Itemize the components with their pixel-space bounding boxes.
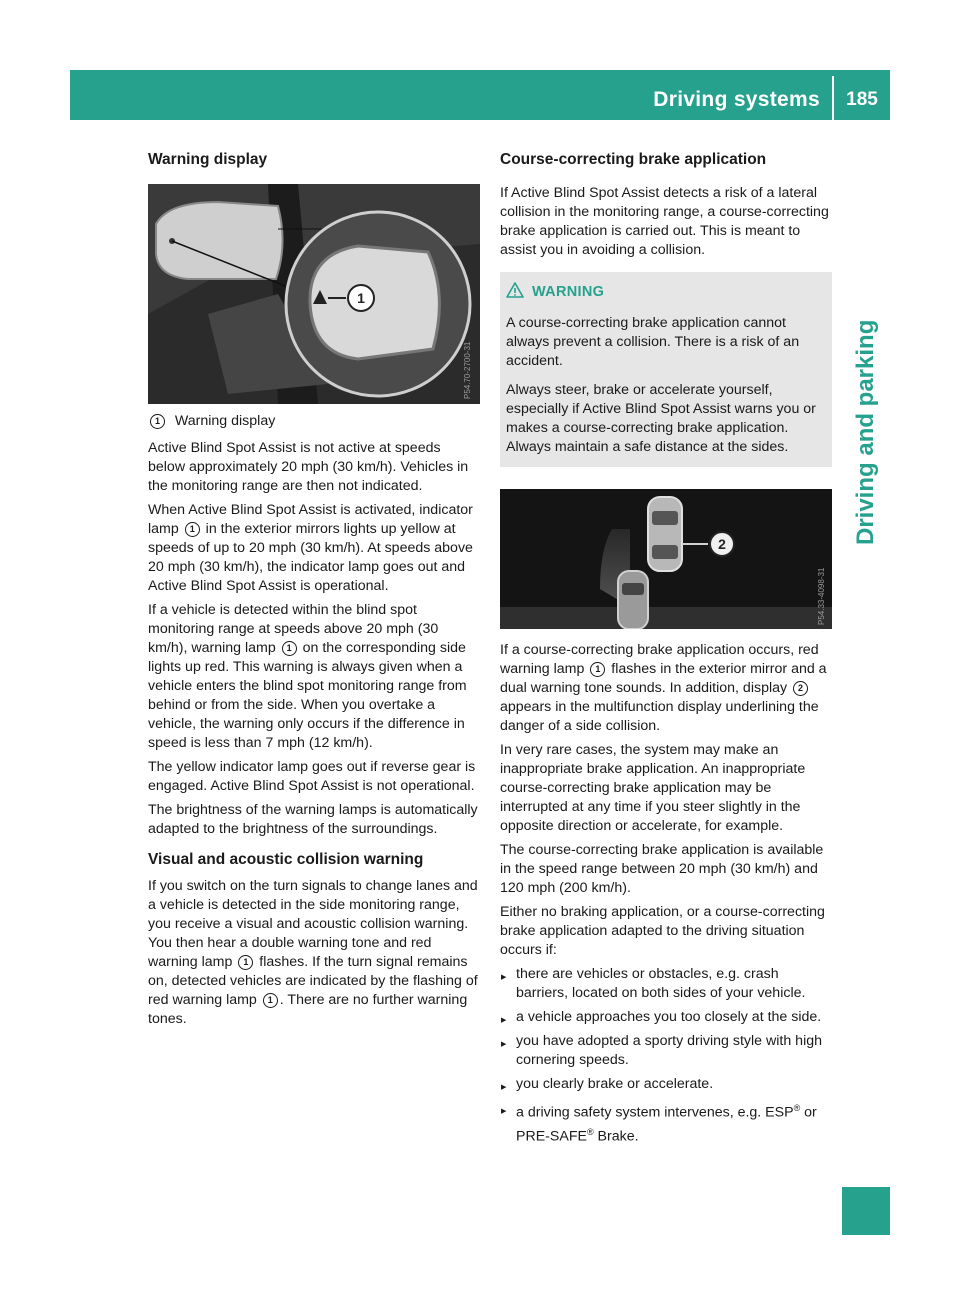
paragraph: The yellow indicator lamp goes out if reverse gear is engaged. Active Blind Spot Assist is not operational.: [148, 759, 476, 794]
paragraph: When Active Blind Spot Assist is activated, indicator lamp 1 in the exterior mirrors lights up yellow at speeds of up to 20 mph (30 km/h). At speeds above 20 mph (30 km/h), the indicator lamp goes out and Active Blind Spot Assist is operational.: [148, 502, 473, 594]
multifunction-display-illustration: [500, 489, 832, 629]
display-figure: [500, 489, 832, 629]
paragraph: If you switch on the turn signals to change lanes and a vehicle is detected in the side monitoring range, you receive a visual and acoustic collision warning. You then hear a double warning tone and red warning lamp 1 flashes. If the turn signal remains on, detected vehicles are indicated by the flashing of red warning lamp 1 . There are no further warning tones.: [148, 878, 478, 1027]
paragraph: The course-correcting brake application is available in the speed range between 20 mph (30 km/h) and 120 mph (200 km/h).: [500, 842, 824, 896]
mirror-illustration: [148, 184, 480, 404]
list-item: ▶ there are vehicles or obstacles, e.g. crash barriers, located on both sides of your vehicle.: [500, 965, 832, 1003]
figure1-caption: 1 Warning display: [148, 412, 480, 431]
callout-2: 2: [793, 681, 808, 696]
callout-1: 1: [185, 522, 200, 537]
callout-1: 1: [590, 662, 605, 677]
list-item: ▶ a vehicle approaches you too closely at the side.: [500, 1008, 832, 1027]
left-column: [148, 150, 480, 1034]
warning-text: A course-correcting brake application cannot always prevent a collision. There is a risk of an accident.: [506, 315, 800, 369]
paragraph: Active Blind Spot Assist is not active at speeds below approximately 20 mph (30 km/h). Vehicles in the monitoring range are then not indicated.: [148, 440, 469, 494]
figure2-code: P54.33-4098-31: [817, 567, 826, 625]
warning-box: [500, 272, 832, 467]
header-title: Driving systems: [653, 88, 820, 111]
paragraph: If Active Blind Spot Assist detects a risk of a lateral collision in the monitoring range, a course-correcting brake application is carried out. This is meant to assist you in avoiding a collision.: [500, 185, 829, 258]
side-tab: [842, 310, 890, 545]
warning-triangle-icon: [506, 282, 524, 298]
list-item: ▶ you clearly brake or accelerate.: [500, 1075, 832, 1094]
callout-1: 1: [263, 993, 278, 1008]
paragraph: Either no braking application, or a course-correcting brake application adapted to the driving situation occurs if:: [500, 904, 825, 958]
paragraph: The brightness of the warning lamps is automatically adapted to the brightness of the surroundings.: [148, 802, 478, 837]
side-marker: [842, 1187, 890, 1235]
paragraph: In very rare cases, the system may make an inappropriate brake application. An inappropriate course-correcting brake application may be interrupted at any time if you steer slightly in the opposite direction or accelerate, for example.: [500, 742, 806, 834]
side-tab-label: Driving and parking: [852, 319, 879, 545]
right-column: [500, 150, 832, 1151]
paragraph: If a course-correcting brake application occurs, red warning lamp 1 flashes in the exterior mirror and a dual warning tone sounds. In addition, display 2 appears in the multifunction display underlining the danger of a side collision.: [500, 642, 827, 734]
callout-1: 1: [238, 955, 253, 970]
figure1-code: P54.70-2700-31: [463, 341, 472, 399]
visual-warning-heading: Visual and acoustic collision warning: [148, 851, 424, 868]
paragraph: If a vehicle is detected within the blind spot monitoring range at speeds above 20 mph (30 km/h), warning lamp 1 on the corresponding side lights up red. This warning is always given when a vehicle enters the blind spot monitoring range from behind or from the side. When you overtake a vehicle, the warning only occurs if the difference in speed is less than 7 mph (12 km/h).: [148, 602, 467, 751]
header-bar: [70, 70, 890, 120]
conditions-list: [500, 965, 832, 1146]
warning-title: WARNING: [506, 282, 826, 302]
course-correcting-heading: Course-correcting brake application: [500, 151, 767, 168]
warning-text: Always steer, brake or accelerate yourself, especially if Active Blind Spot Assist warns you or makes a course-correcting brake application. Always maintain a safe distance at the sides.: [506, 382, 816, 455]
mirror-figure: [148, 184, 480, 404]
figure2-callout: 2: [718, 536, 726, 552]
warning-display-heading: Warning display: [148, 151, 268, 168]
callout-1: 1: [150, 414, 165, 429]
figure1-callout: 1: [357, 290, 365, 306]
list-item: ▶ a driving safety system intervenes, e.g. ESP® or PRE-SAFE® Brake.: [500, 1099, 832, 1146]
page-number: 185: [846, 89, 878, 110]
callout-1: 1: [282, 641, 297, 656]
list-item: ▶ you have adopted a sporty driving style with high cornering speeds.: [500, 1032, 832, 1070]
